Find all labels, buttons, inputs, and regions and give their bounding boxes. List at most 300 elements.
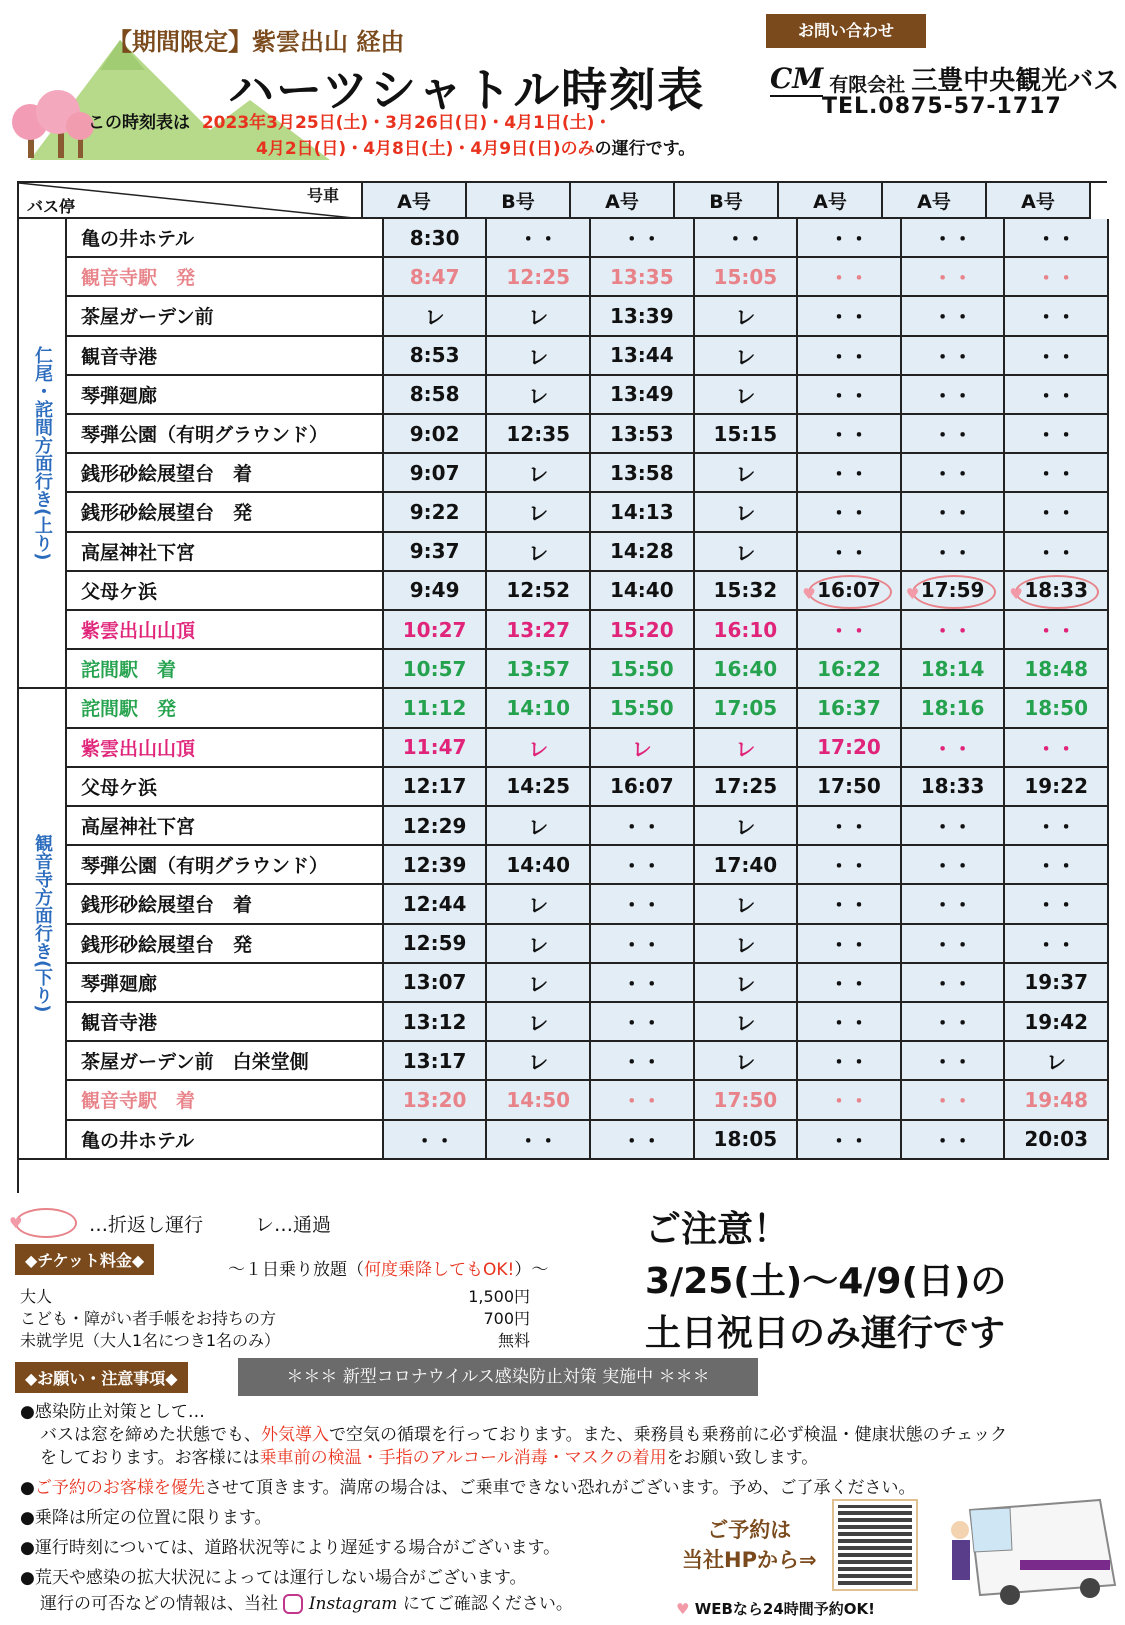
bus-stop-name: 観音寺駅 発 <box>67 258 384 297</box>
departure-time <box>1005 415 1109 454</box>
fare-row: こども・障がい者手帳をお持ちの方 700円 <box>20 1309 530 1328</box>
departure-time <box>902 807 1006 846</box>
departure-time <box>384 650 488 689</box>
departure-time <box>695 729 799 768</box>
note-item-detail: 運行の可否などの情報は、当社 Instagram にてご確認ください。 <box>40 1594 573 1614</box>
departure-time <box>591 1003 695 1042</box>
time-value: レ <box>735 540 756 565</box>
departure-time <box>902 376 1006 415</box>
departure-time <box>487 768 591 807</box>
timetable-row <box>67 1003 1109 1042</box>
time-value: ・・ <box>932 1050 973 1075</box>
timetable-corner <box>19 183 363 219</box>
departure-time <box>902 572 1006 611</box>
time-value: 15:20 <box>609 617 674 642</box>
time-value: ・・ <box>828 266 869 291</box>
time-value: 20:03 <box>1024 1127 1088 1152</box>
time-value: ・・ <box>1036 383 1077 408</box>
departure-time <box>798 885 902 924</box>
time-value: ・・ <box>828 815 869 840</box>
note-item: ●ご予約のお客様を優先させて頂きます。満席の場合は、ご乗車できない恐れがございます。予め、ご了承ください。 <box>20 1478 916 1498</box>
departure-time <box>591 454 695 493</box>
note-item: ●運行時刻については、道路状況等により遅延する場合がございます。 <box>20 1538 561 1558</box>
departure-time <box>384 689 488 728</box>
car-column-header: A号 <box>779 183 883 219</box>
bus-stop-name: 紫雲出山山頂 <box>67 729 384 768</box>
departure-time <box>487 415 591 454</box>
legend: ♥ …折返し運行 レ…通過 <box>15 1208 331 1238</box>
fare-row: 未就学児（大人1名につき1名のみ） 無料 <box>20 1331 530 1350</box>
timetable-row <box>67 846 1109 885</box>
departure-time <box>798 1081 902 1120</box>
time-value: 8:47 <box>409 264 460 289</box>
time-value: 13:58 <box>609 460 674 485</box>
time-value: ・・ <box>828 1011 869 1036</box>
departure-time <box>487 925 591 964</box>
time-value: 12:17 <box>402 774 467 799</box>
time-value: レ <box>528 383 549 408</box>
departure-time <box>384 376 488 415</box>
departure-time <box>591 297 695 336</box>
time-value: 19:37 <box>1024 970 1088 995</box>
timetable-row <box>67 689 1109 728</box>
time-value: レ <box>735 383 756 408</box>
departure-time <box>695 572 799 611</box>
departure-time <box>487 219 591 258</box>
bus-stop-name: 銭形砂絵展望台 発 <box>67 493 384 532</box>
departure-time <box>798 964 902 1003</box>
car-column-header: B号 <box>467 183 571 219</box>
time-value: ・・ <box>725 227 766 252</box>
company-logo-icon: CM <box>770 62 824 95</box>
departure-time <box>1005 729 1109 768</box>
bus-stop-name: 高屋神社下宮 <box>67 533 384 572</box>
time-value: ・・ <box>828 540 869 565</box>
departure-time <box>695 1003 799 1042</box>
time-value: ・・ <box>932 540 973 565</box>
time-value: 18:48 <box>1024 656 1088 681</box>
departure-time <box>902 1003 1006 1042</box>
note-item: ●荒天や感染の拡大状況によっては運行しない場合がございます。 <box>20 1568 527 1588</box>
time-value: ・・ <box>932 815 973 840</box>
time-value: ・・ <box>621 1011 662 1036</box>
note-item: ●感染防止対策として… <box>20 1402 205 1422</box>
departure-time <box>591 415 695 454</box>
time-value: ・・ <box>828 619 869 644</box>
departure-time <box>591 376 695 415</box>
departure-time <box>902 964 1006 1003</box>
departure-time <box>384 1081 488 1120</box>
bus-stop-name: 父母ケ浜 <box>67 572 384 611</box>
fare-section-title: ◆チケット料金◆ <box>15 1244 154 1275</box>
timetable-row <box>67 337 1109 376</box>
departure-time <box>695 846 799 885</box>
departure-time <box>591 925 695 964</box>
time-value: 12:52 <box>506 578 571 603</box>
time-value: ・・ <box>828 932 869 957</box>
bus-stop-name: 銭形砂絵展望台 着 <box>67 454 384 493</box>
departure-time <box>902 689 1006 728</box>
turnback-ring-icon <box>808 575 892 609</box>
time-value: 19:22 <box>1024 774 1088 799</box>
time-value: レ <box>631 736 652 761</box>
departure-time <box>487 964 591 1003</box>
time-value: 12:25 <box>506 264 571 289</box>
departure-time <box>591 885 695 924</box>
timetable-row <box>67 493 1109 532</box>
departure-time <box>695 611 799 650</box>
time-value: 17:50 <box>817 774 881 799</box>
departure-time <box>591 689 695 728</box>
departure-time <box>1005 611 1109 650</box>
departure-time <box>384 768 488 807</box>
time-value: 9:07 <box>409 460 460 485</box>
time-value: 11:12 <box>402 695 467 720</box>
bus-stop-name: 茶屋ガーデン前 <box>67 297 384 336</box>
time-value: レ <box>735 932 756 957</box>
departure-time <box>798 337 902 376</box>
timetable-row <box>67 1081 1109 1120</box>
fare-row: 大人 1,500円 <box>20 1287 530 1306</box>
time-value: ・・ <box>828 1089 869 1114</box>
fare-subtitle: ～１日乗り放題（何度乗降してもOK!）～ <box>228 1260 549 1280</box>
time-value: 18:33 <box>920 774 985 799</box>
departure-time <box>695 454 799 493</box>
time-value: 14:25 <box>506 774 571 799</box>
departure-time <box>487 533 591 572</box>
time-value: 17:05 <box>713 695 778 720</box>
phone-number: TEL.0875-57-1717 <box>822 94 1062 119</box>
departure-time <box>1005 964 1109 1003</box>
bus-stop-name: 琴弾公園（有明グラウンド） <box>67 846 384 885</box>
bus-stop-name: 観音寺港 <box>67 337 384 376</box>
timetable-row <box>67 454 1109 493</box>
departure-time <box>591 337 695 376</box>
time-value: レ <box>528 736 549 761</box>
bus-stop-name: 亀の井ホテル <box>67 1121 384 1160</box>
time-value: 16:07 <box>817 578 881 603</box>
departure-time <box>902 1121 1006 1160</box>
departure-time <box>798 258 902 297</box>
time-value: レ <box>1046 1050 1067 1075</box>
departure-time <box>798 454 902 493</box>
departure-time <box>695 768 799 807</box>
time-value: 17:20 <box>817 735 881 760</box>
heart-icon: ♥ <box>802 584 816 603</box>
departure-time <box>695 650 799 689</box>
departure-time <box>798 1042 902 1081</box>
time-value: ・・ <box>828 383 869 408</box>
time-value: 14:50 <box>506 1087 571 1112</box>
departure-time <box>487 689 591 728</box>
bus-stop-name: 琴弾公園（有明グラウンド） <box>67 415 384 454</box>
direction-label-down: 観音寺方面行き(下り) <box>19 689 67 1159</box>
time-value: レ <box>528 971 549 996</box>
departure-time <box>695 1081 799 1120</box>
car-column-header: A号 <box>987 183 1091 219</box>
departure-time <box>487 572 591 611</box>
departure-time <box>902 729 1006 768</box>
note-item-detail: バスは窓を締めた状態でも、外気導入で空気の循環を行っております。また、乗務員も乗務前に必ず検温・健康状態のチェック <box>40 1425 1008 1445</box>
time-value: ・・ <box>518 227 559 252</box>
limited-period-tag: 【期間限定】紫雲出山 経由 <box>108 28 405 56</box>
departure-time <box>384 219 488 258</box>
service-dates-line2: 4月2日(日)・4月8日(土)・4月9日(日)のみの運行です。 <box>256 139 696 159</box>
time-value: 17:50 <box>713 1087 778 1112</box>
departure-time <box>591 729 695 768</box>
departure-time <box>384 1121 488 1160</box>
departure-time <box>1005 1003 1109 1042</box>
bus-illustration <box>950 1490 1120 1610</box>
instagram-link[interactable]: Instagram <box>308 1594 398 1614</box>
bus-stop-name: 観音寺港 <box>67 1003 384 1042</box>
departure-time <box>902 1081 1006 1120</box>
time-value: レ <box>735 501 756 526</box>
reservation-prompt: ご予約は 当社HPから⇒ <box>682 1518 817 1572</box>
time-value: 18:50 <box>1024 695 1088 720</box>
time-value: 10:27 <box>402 617 467 642</box>
time-value: ・・ <box>621 1089 662 1114</box>
time-value: レ <box>528 462 549 487</box>
timetable-row <box>67 768 1109 807</box>
time-value: 16:10 <box>713 617 778 642</box>
time-value: ・・ <box>932 971 973 996</box>
bus-stop-name: 銭形砂絵展望台 着 <box>67 885 384 924</box>
timetable-row <box>67 964 1109 1003</box>
departure-time <box>1005 846 1109 885</box>
departure-time <box>695 415 799 454</box>
stop-header-label: バス停 <box>27 197 76 216</box>
departure-time <box>487 846 591 885</box>
departure-time <box>902 885 1006 924</box>
bus-stop-name: 亀の井ホテル <box>67 219 384 258</box>
departure-time <box>902 415 1006 454</box>
departure-time <box>384 415 488 454</box>
departure-time <box>695 533 799 572</box>
timetable <box>17 181 1107 1193</box>
time-value: ・・ <box>1036 305 1077 330</box>
departure-time <box>487 297 591 336</box>
departure-time <box>798 846 902 885</box>
time-value: 13:07 <box>402 970 467 995</box>
time-value: ・・ <box>1036 344 1077 369</box>
departure-time <box>902 337 1006 376</box>
bus-stop-name: 琴弾廻廊 <box>67 376 384 415</box>
departure-time <box>487 885 591 924</box>
time-value: 10:57 <box>402 656 467 681</box>
time-value: 13:27 <box>506 617 571 642</box>
departure-time <box>384 493 488 532</box>
time-value: レ <box>424 305 445 330</box>
departure-time <box>798 1121 902 1160</box>
time-value: ・・ <box>828 893 869 918</box>
departure-time <box>1005 533 1109 572</box>
instagram-icon <box>283 1594 303 1614</box>
bus-stop-name: 詫間駅 発 <box>67 689 384 728</box>
time-value: 9:49 <box>409 578 460 603</box>
time-value: 13:17 <box>402 1048 467 1073</box>
time-value: 8:30 <box>409 225 460 250</box>
time-value: 15:05 <box>713 264 778 289</box>
departure-time <box>487 454 591 493</box>
departure-time <box>695 689 799 728</box>
departure-time <box>384 925 488 964</box>
departure-time <box>695 925 799 964</box>
departure-time <box>798 611 902 650</box>
departure-time <box>1005 885 1109 924</box>
time-value: 17:25 <box>713 774 778 799</box>
departure-time <box>695 1121 799 1160</box>
time-value: ・・ <box>828 501 869 526</box>
departure-time <box>1005 1042 1109 1081</box>
time-value: ・・ <box>621 932 662 957</box>
departure-time <box>591 807 695 846</box>
time-value: 14:28 <box>609 539 674 564</box>
bus-stop-name: 父母ケ浜 <box>67 768 384 807</box>
time-value: ・・ <box>621 971 662 996</box>
departure-time <box>1005 689 1109 728</box>
turnback-ring-icon <box>1015 575 1099 609</box>
timetable-row <box>67 219 1109 258</box>
time-value: 14:40 <box>609 578 674 603</box>
time-value: ・・ <box>1036 854 1077 879</box>
departure-time <box>902 454 1006 493</box>
car-column-header: A号 <box>883 183 987 219</box>
time-value: 13:49 <box>609 382 674 407</box>
time-value: レ <box>528 815 549 840</box>
time-value: ・・ <box>1036 501 1077 526</box>
time-value: ・・ <box>828 1128 869 1153</box>
time-value: ・・ <box>1036 815 1077 840</box>
time-value: レ <box>528 932 549 957</box>
time-value: 13:39 <box>609 303 674 328</box>
time-value: ・・ <box>828 854 869 879</box>
departure-time <box>902 297 1006 336</box>
departure-time <box>798 493 902 532</box>
time-value: レ <box>735 815 756 840</box>
time-value: 18:05 <box>713 1127 778 1152</box>
departure-time <box>487 258 591 297</box>
timetable-row <box>67 376 1109 415</box>
departure-time <box>902 258 1006 297</box>
bus-stop-name: 高屋神社下宮 <box>67 807 384 846</box>
time-value: ・・ <box>1036 423 1077 448</box>
note-item-detail: をしております。お客様には乗車前の検温・手指のアルコール消毒・マスクの着用をお願い致します。 <box>40 1448 819 1468</box>
time-value: レ <box>735 971 756 996</box>
time-value: ・・ <box>1036 893 1077 918</box>
departure-time <box>384 337 488 376</box>
operation-notice: ご注意！ 3/25(土)～4/9(日)の 土日祝日のみ運行です <box>645 1209 1007 1354</box>
departure-time <box>591 219 695 258</box>
departure-time <box>695 258 799 297</box>
departure-time <box>798 533 902 572</box>
time-value: 16:40 <box>713 656 778 681</box>
page-title: ハーツシャトル時刻表 <box>228 63 706 117</box>
departure-time <box>798 415 902 454</box>
departure-time <box>695 493 799 532</box>
service-dates: この時刻表は 2023年3月25日(土)・3月26日(日)・4月1日(土)・ <box>88 113 612 133</box>
departure-time <box>487 650 591 689</box>
bus-stop-name: 銭形砂絵展望台 発 <box>67 925 384 964</box>
departure-time <box>384 454 488 493</box>
departure-time <box>487 729 591 768</box>
timetable-row <box>67 885 1109 924</box>
departure-time <box>1005 493 1109 532</box>
departure-time <box>1005 572 1109 611</box>
time-value: ・・ <box>828 971 869 996</box>
time-value: 19:42 <box>1024 1009 1088 1034</box>
departure-time <box>384 729 488 768</box>
departure-time <box>695 885 799 924</box>
time-value: 16:37 <box>817 695 881 720</box>
departure-time <box>798 729 902 768</box>
time-value: レ <box>735 1011 756 1036</box>
timetable-row <box>67 925 1109 964</box>
time-value: 12:44 <box>402 891 467 916</box>
departure-time <box>798 297 902 336</box>
car-column-header: B号 <box>675 183 779 219</box>
car-column-header: A号 <box>363 183 467 219</box>
time-value: 9:22 <box>409 499 460 524</box>
bus-stop-name: 詫間駅 着 <box>67 650 384 689</box>
time-value: 13:20 <box>402 1087 467 1112</box>
time-value: ・・ <box>621 893 662 918</box>
qr-code-icon[interactable] <box>832 1499 918 1591</box>
time-value: 12:59 <box>402 931 467 956</box>
time-value: ・・ <box>932 736 973 761</box>
note-item: ●乗降は所定の位置に限ります。 <box>20 1508 272 1528</box>
time-value: ・・ <box>932 893 973 918</box>
timetable-row <box>67 297 1109 336</box>
time-value: 15:15 <box>713 421 778 446</box>
departure-time <box>695 337 799 376</box>
departure-time <box>487 1042 591 1081</box>
timetable-row <box>67 1121 1109 1160</box>
time-value: ・・ <box>828 423 869 448</box>
time-value: レ <box>528 1050 549 1075</box>
time-value: 12:39 <box>402 852 467 877</box>
time-value: 18:16 <box>920 695 985 720</box>
time-value: 18:33 <box>1024 578 1088 603</box>
time-value: ・・ <box>621 854 662 879</box>
time-value: ・・ <box>932 383 973 408</box>
timetable-row <box>67 258 1109 297</box>
timetable-row <box>67 611 1109 650</box>
time-value: ・・ <box>932 932 973 957</box>
heart-icon: ♥ <box>1009 584 1023 603</box>
bus-stop-name: 琴弾廻廊 <box>67 964 384 1003</box>
departure-time <box>1005 219 1109 258</box>
departure-time <box>902 219 1006 258</box>
departure-time <box>487 337 591 376</box>
departure-time <box>1005 1121 1109 1160</box>
time-value: 13:44 <box>609 343 674 368</box>
departure-time <box>591 768 695 807</box>
time-value: ・・ <box>621 1050 662 1075</box>
departure-time <box>902 493 1006 532</box>
departure-time <box>384 533 488 572</box>
time-value: 14:10 <box>506 695 571 720</box>
departure-time <box>384 807 488 846</box>
departure-time <box>384 964 488 1003</box>
time-value: 13:35 <box>609 264 674 289</box>
departure-time <box>384 611 488 650</box>
time-value: 12:29 <box>402 813 467 838</box>
departure-time <box>695 219 799 258</box>
departure-time <box>487 1121 591 1160</box>
departure-time <box>695 964 799 1003</box>
departure-time <box>591 611 695 650</box>
